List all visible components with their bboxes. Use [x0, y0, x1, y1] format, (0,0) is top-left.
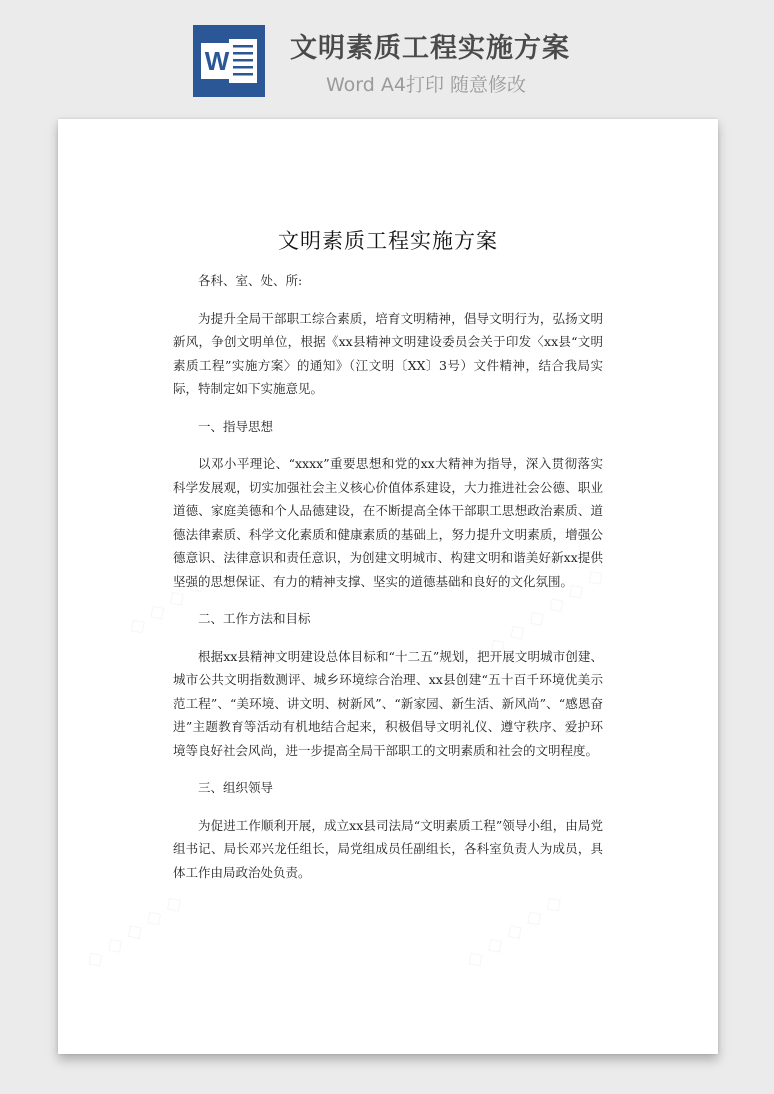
banner-header: [0, 0, 774, 112]
document-body: [173, 269, 603, 898]
salutation: 各科、室、处、所:: [198, 273, 303, 288]
document-page: [58, 119, 718, 1054]
section-heading-organization: 三、组织领导: [198, 780, 274, 795]
section-heading-guiding-ideology: 一、指导思想: [198, 418, 274, 434]
banner-subtitle: Word A4打印 随意修改: [326, 74, 527, 96]
watermark: [461, 889, 568, 974]
section-text-guiding-ideology: 以邓小平理论、“xxxx”重要思想和党的xx大精神为指导，深入贯彻落实科学发展观，切实加强社会主义核心价值体系建设，大力推进社会公德、职业道德、家庭美德和个人品德建设，在不断提高全体干部职工思想政治素质、道德法律素质、科学文化素质和健康素质的基础上，努力提升文明素质，增强公德意识、法律意识和责任意识，为创建文明城市、构建文明和谐美好新xx提供坚强的思想保证、有力的精神支撑、坚实的道德基础和良好的文化氛围。: [173, 456, 603, 589]
section-heading-methods-goals: 二、工作方法和目标: [198, 611, 311, 626]
word-icon-letter: W: [204, 46, 230, 76]
word-document-icon: [193, 25, 265, 97]
banner-title: 文明素质工程实施方案: [290, 33, 570, 64]
document-title: 文明素质工程实施方案: [278, 229, 498, 253]
watermark: [81, 889, 188, 974]
section-text-methods-goals: 根据xx县精神文明建设总体目标和“十二五”规划，把开展文明城市创建、城市公共文明指数测评、城乡环境综合治理、xx县创建“五十百千环境优美示范工程”、“美环境、讲文明、树新风”、“新家园、新生活、新风尚”、“感恩奋进”主题教育等活动有机地结合起来，积极倡导文明礼仪、遵守秩序、爱护环境等良好社会风尚，进一步提高全局干部职工的文明素质和社会的文明程度。: [173, 648, 603, 758]
section-text-organization: 为促进工作顺利开展，成立xx县司法局“文明素质工程”领导小组，由局党组书记、局长邓兴龙任组长，局党组成员任副组长，各科室负责人为成员，具体工作由局政治处负责。: [173, 817, 603, 880]
intro-paragraph: 为提升全局干部职工综合素质，培育文明精神，倡导文明行为，弘扬文明新风，争创文明单位，根据《xx县精神文明建设委员会关于印发〈xx县“文明素质工程”实施方案〉的通知》（江文明〔XX〕3号）文件精神，结合我局实际，特制定如下实施意见。: [173, 310, 603, 396]
